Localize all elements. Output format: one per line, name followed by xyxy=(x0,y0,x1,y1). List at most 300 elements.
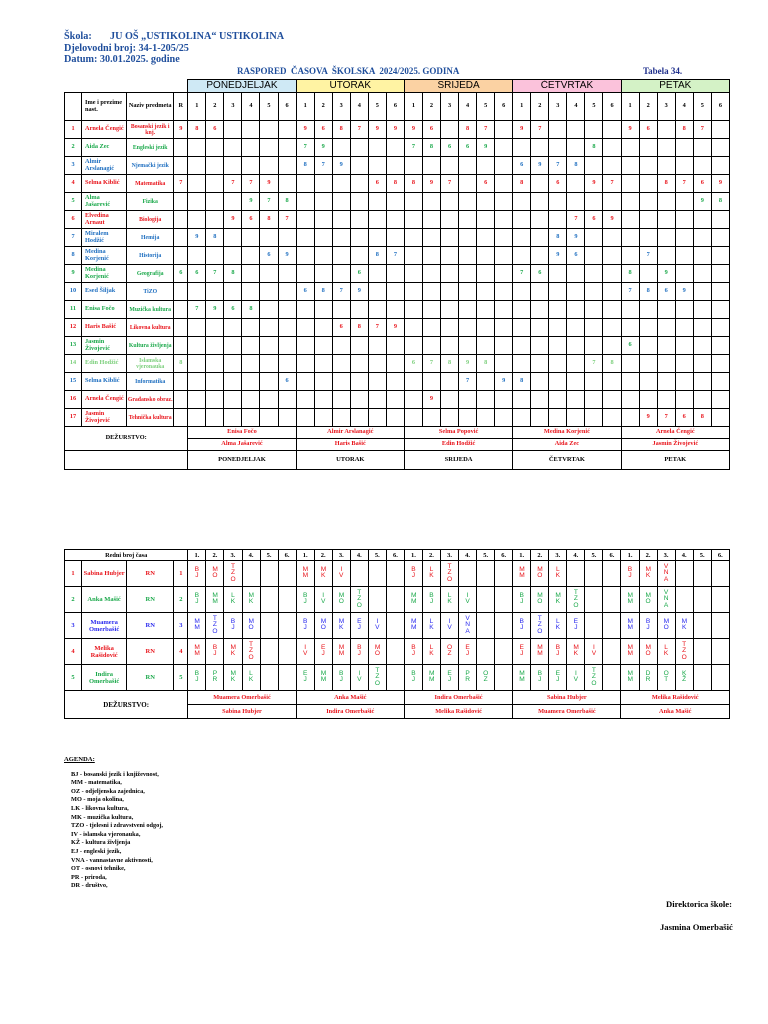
row-number: 2 xyxy=(65,587,82,613)
schedule-cell xyxy=(585,157,603,175)
schedule-cell: 9 xyxy=(639,409,657,427)
schedule-cell xyxy=(693,265,711,283)
subject-code: EJ xyxy=(321,644,326,658)
subject-code: TZO xyxy=(248,640,254,661)
schedule-cell xyxy=(603,373,621,391)
schedule-cell xyxy=(296,355,314,373)
schedule-cell xyxy=(477,193,495,211)
period-number: 1. xyxy=(404,550,422,561)
r-cell: 4 xyxy=(174,639,188,665)
r-cell: 8 xyxy=(174,355,188,373)
schedule-cell xyxy=(603,193,621,211)
schedule-cell xyxy=(206,319,224,337)
schedule-cell xyxy=(585,409,603,427)
schedule-cell xyxy=(531,301,549,319)
schedule-cell xyxy=(404,319,422,337)
schedule-cell xyxy=(621,319,639,337)
schedule-cell xyxy=(531,175,549,193)
period-number: 3. xyxy=(549,550,567,561)
schedule-cell: 6 xyxy=(675,409,693,427)
schedule-cell xyxy=(350,373,368,391)
schedule-cell: 6 xyxy=(422,121,440,139)
schedule-cell xyxy=(206,139,224,157)
subject-code: BJ xyxy=(302,592,308,606)
schedule-cell xyxy=(368,337,386,355)
schedule-cell xyxy=(441,373,459,391)
period-header: 1 xyxy=(404,93,422,121)
document-number: Djelovodni broj: 34-1-205/25 xyxy=(64,42,189,54)
duty-teacher: Alma Jašarević xyxy=(188,439,296,451)
schedule-cell: 9 xyxy=(332,157,350,175)
row-number: 13 xyxy=(65,337,82,355)
schedule-cell xyxy=(368,409,386,427)
subject-code: MM xyxy=(194,644,200,658)
schedule-cell: 8 xyxy=(422,139,440,157)
schedule-cell xyxy=(242,283,260,301)
subject-code: TZO xyxy=(447,562,453,583)
schedule-cell: 7 xyxy=(459,373,477,391)
schedule-cell xyxy=(711,409,729,427)
schedule-cell xyxy=(495,337,513,355)
schedule-cell xyxy=(422,337,440,355)
row-number: 1 xyxy=(65,121,82,139)
schedule-cell xyxy=(513,561,531,587)
subject-code: IV xyxy=(573,670,579,684)
schedule-cell xyxy=(350,139,368,157)
subject-code: VNA xyxy=(663,588,669,609)
schedule-cell xyxy=(206,613,224,639)
teacher-name: Aida Zec xyxy=(82,139,127,157)
period-number: 4. xyxy=(567,550,585,561)
subject-code: MK xyxy=(645,566,652,580)
schedule-cell xyxy=(513,613,531,639)
schedule-cell xyxy=(368,613,386,639)
schedule-cell xyxy=(693,613,711,639)
subject-code: MO xyxy=(338,592,345,606)
r-cell: 6 xyxy=(174,265,188,283)
schedule-cell xyxy=(693,283,711,301)
schedule-cell: 7 xyxy=(585,355,603,373)
schedule-cell xyxy=(459,229,477,247)
schedule-cell xyxy=(675,337,693,355)
duty-teacher: Arnela Čengić xyxy=(621,427,729,439)
schedule-cell xyxy=(657,373,675,391)
schedule-cell: 9 xyxy=(711,175,729,193)
schedule-cell xyxy=(567,613,585,639)
schedule-cell xyxy=(477,157,495,175)
schedule-cell xyxy=(639,355,657,373)
subject-name: Historija xyxy=(127,247,174,265)
schedule-cell xyxy=(224,121,242,139)
duty-teacher: Melika Rašidović xyxy=(404,705,512,719)
table-row xyxy=(65,139,730,157)
schedule-cell: 6 xyxy=(314,121,332,139)
schedule-cell xyxy=(386,337,404,355)
subject-code: OZ xyxy=(447,644,453,658)
schedule-cell xyxy=(603,319,621,337)
subject-code: BJ xyxy=(411,644,416,658)
schedule-cell xyxy=(188,409,206,427)
subject-name: Građansko obraz. xyxy=(127,391,174,409)
schedule-cell: 8 xyxy=(296,157,314,175)
subject-code: MO xyxy=(212,566,218,580)
schedule-cell xyxy=(477,265,495,283)
schedule-cell xyxy=(422,211,440,229)
day-footer-label: UTORAK xyxy=(296,451,404,470)
schedule-cell xyxy=(278,587,296,613)
schedule-cell xyxy=(675,613,693,639)
day-footer-label: ČETVRTAK xyxy=(513,451,621,470)
schedule-cell xyxy=(621,587,639,613)
schedule-cell xyxy=(242,247,260,265)
schedule-cell: 6 xyxy=(567,247,585,265)
schedule-cell xyxy=(477,373,495,391)
schedule-cell xyxy=(224,665,242,691)
schedule-cell xyxy=(459,265,477,283)
r-cell xyxy=(174,337,188,355)
schedule-cell: 6 xyxy=(296,283,314,301)
schedule-cell xyxy=(188,391,206,409)
schedule-cell xyxy=(350,391,368,409)
subject-code: BJ xyxy=(411,566,416,580)
schedule-cell xyxy=(585,283,603,301)
schedule-cell xyxy=(639,337,657,355)
table-row xyxy=(65,373,730,391)
schedule-cell xyxy=(404,247,422,265)
schedule-cell xyxy=(242,265,260,283)
schedule-cell xyxy=(459,391,477,409)
schedule-cell xyxy=(224,247,242,265)
period-number: 1. xyxy=(188,550,206,561)
period-header-row xyxy=(65,550,730,561)
schedule-cell xyxy=(386,639,404,665)
period-header: 5 xyxy=(693,93,711,121)
schedule-cell xyxy=(386,265,404,283)
class-teacher-schedule-table xyxy=(64,549,730,719)
schedule-cell xyxy=(332,211,350,229)
schedule-cell xyxy=(350,247,368,265)
subject-code: BJ xyxy=(645,618,651,632)
subject-code: MM xyxy=(194,618,200,632)
schedule-cell: 8 xyxy=(441,355,459,373)
schedule-cell xyxy=(513,211,531,229)
schedule-cell xyxy=(441,247,459,265)
schedule-cell xyxy=(404,337,422,355)
schedule-cell xyxy=(278,391,296,409)
schedule-cell xyxy=(639,373,657,391)
schedule-cell xyxy=(441,157,459,175)
duty-label: DEŽURSTVO: xyxy=(65,691,188,719)
subject-code: MM xyxy=(519,566,525,580)
subject-code: BJ xyxy=(230,618,236,632)
period-header: 5 xyxy=(585,93,603,121)
schedule-cell xyxy=(459,561,477,587)
period-number: 4. xyxy=(350,550,368,561)
day-mon: PONEDJELJAK xyxy=(188,80,296,93)
schedule-cell xyxy=(693,337,711,355)
schedule-cell xyxy=(278,355,296,373)
schedule-cell xyxy=(350,229,368,247)
teacher-name: Miralem Hodžić xyxy=(82,229,127,247)
schedule-cell xyxy=(278,337,296,355)
duty-teacher: Anka Mašić xyxy=(296,691,404,705)
duty-teacher: Indira Omerbašić xyxy=(404,691,512,705)
teacher-name: Muamera Omerbašić xyxy=(82,613,127,639)
subject-name: Tehnička kultura xyxy=(127,409,174,427)
schedule-cell: 8 xyxy=(621,265,639,283)
table-row xyxy=(65,587,730,613)
subject-code: TZO xyxy=(573,588,579,609)
schedule-cell xyxy=(386,157,404,175)
schedule-cell xyxy=(549,319,567,337)
schedule-cell xyxy=(296,319,314,337)
blank-cell xyxy=(65,80,188,93)
schedule-cell xyxy=(477,319,495,337)
schedule-cell xyxy=(477,391,495,409)
schedule-cell xyxy=(513,337,531,355)
duty-teacher: Jasmin Živojević xyxy=(621,439,729,451)
schedule-cell xyxy=(332,229,350,247)
schedule-cell xyxy=(585,561,603,587)
teacher-name: Indira Omerbašić xyxy=(82,665,127,691)
subject-code: LK xyxy=(447,592,452,606)
schedule-cell xyxy=(188,247,206,265)
schedule-cell xyxy=(657,639,675,665)
schedule-cell xyxy=(513,409,531,427)
schedule-cell xyxy=(224,157,242,175)
schedule-cell xyxy=(477,639,495,665)
schedule-cell: 9 xyxy=(206,301,224,319)
duty-teacher: Medina Korjenić xyxy=(513,427,621,439)
schedule-cell xyxy=(386,613,404,639)
period-number: 2. xyxy=(206,550,224,561)
schedule-cell xyxy=(206,355,224,373)
subject-name: Njemački jezik xyxy=(127,157,174,175)
schedule-cell xyxy=(260,587,278,613)
schedule-cell xyxy=(477,247,495,265)
schedule-cell: 6 xyxy=(332,319,350,337)
day-footer-label: PETAK xyxy=(621,451,729,470)
schedule-cell xyxy=(242,373,260,391)
schedule-cell xyxy=(224,337,242,355)
subject-code: BJ xyxy=(357,644,362,658)
subject-code: IV xyxy=(591,644,597,658)
r-cell: 9 xyxy=(174,121,188,139)
subject-name: Biologija xyxy=(127,211,174,229)
schedule-cell xyxy=(404,391,422,409)
subject-code: LK xyxy=(429,566,434,580)
schedule-cell xyxy=(567,283,585,301)
schedule-cell xyxy=(675,139,693,157)
schedule-cell xyxy=(260,613,278,639)
schedule-cell: 8 xyxy=(657,175,675,193)
teacher-name: Jasmin Živojević xyxy=(82,337,127,355)
table-row xyxy=(65,639,730,665)
schedule-cell: 7 xyxy=(549,157,567,175)
subject-code: MM xyxy=(410,592,417,606)
subject-code: MO xyxy=(248,618,255,632)
schedule-cell xyxy=(639,639,657,665)
schedule-cell xyxy=(260,283,278,301)
schedule-cell xyxy=(585,247,603,265)
schedule-cell xyxy=(531,561,549,587)
schedule-cell xyxy=(459,409,477,427)
subject-code: EJ xyxy=(447,670,452,684)
subject-code: MM xyxy=(627,618,633,632)
subject-name: Matematika xyxy=(127,175,174,193)
duty-teacher: Edin Hodžić xyxy=(404,439,512,451)
r-cell: 3 xyxy=(174,613,188,639)
subject-name: Informatika xyxy=(127,373,174,391)
agenda-item: OT - osnovi tehnike, xyxy=(71,865,126,873)
schedule-cell xyxy=(585,193,603,211)
schedule-cell xyxy=(314,301,332,319)
schedule-cell xyxy=(495,391,513,409)
schedule-cell xyxy=(386,561,404,587)
schedule-cell xyxy=(549,337,567,355)
schedule-cell xyxy=(513,639,531,665)
schedule-cell xyxy=(260,337,278,355)
schedule-cell: 7 xyxy=(513,265,531,283)
schedule-cell: 9 xyxy=(260,175,278,193)
agenda-item: DR - društvo, xyxy=(71,882,108,890)
schedule-cell xyxy=(567,355,585,373)
schedule-cell xyxy=(296,337,314,355)
schedule-cell xyxy=(495,561,513,587)
table-row xyxy=(65,301,730,319)
schedule-cell xyxy=(477,301,495,319)
schedule-cell xyxy=(459,665,477,691)
schedule-cell xyxy=(260,355,278,373)
subject-code: MK xyxy=(248,592,255,606)
schedule-cell xyxy=(621,157,639,175)
schedule-cell xyxy=(188,193,206,211)
schedule-cell xyxy=(422,193,440,211)
day-footer-row xyxy=(65,451,730,470)
schedule-cell: 7 xyxy=(441,175,459,193)
schedule-cell xyxy=(459,337,477,355)
schedule-cell xyxy=(350,211,368,229)
table-row xyxy=(65,265,730,283)
schedule-cell xyxy=(422,301,440,319)
schedule-cell xyxy=(531,587,549,613)
schedule-cell xyxy=(332,175,350,193)
schedule-cell: 8 xyxy=(404,175,422,193)
schedule-cell xyxy=(603,139,621,157)
schedule-cell xyxy=(711,139,729,157)
subject-name: Muzička kultura xyxy=(127,301,174,319)
subject-code: BJ xyxy=(519,618,524,632)
agenda-item: OZ - odjeljenska zajednica, xyxy=(71,787,145,795)
schedule-cell xyxy=(639,391,657,409)
schedule-cell: 8 xyxy=(260,211,278,229)
schedule-cell xyxy=(441,587,459,613)
schedule-cell: 7 xyxy=(350,121,368,139)
schedule-cell xyxy=(188,665,206,691)
row-number: 7 xyxy=(65,229,82,247)
schedule-cell xyxy=(711,561,729,587)
class-type: RN xyxy=(127,665,174,691)
period-number: 5. xyxy=(368,550,386,561)
schedule-cell xyxy=(513,391,531,409)
subject-name: Likovna kultura xyxy=(127,319,174,337)
schedule-cell xyxy=(368,265,386,283)
r-header: R xyxy=(174,93,188,121)
schedule-cell xyxy=(350,613,368,639)
schedule-cell xyxy=(675,247,693,265)
schedule-cell: 9 xyxy=(621,121,639,139)
subject-code: MM xyxy=(537,644,543,658)
schedule-cell xyxy=(477,587,495,613)
schedule-cell xyxy=(603,301,621,319)
subject-schedule-table xyxy=(64,79,730,470)
schedule-cell xyxy=(188,157,206,175)
schedule-cell xyxy=(513,283,531,301)
schedule-cell xyxy=(386,211,404,229)
period-number: 3. xyxy=(332,550,350,561)
row-number: 6 xyxy=(65,211,82,229)
schedule-cell: 9 xyxy=(657,265,675,283)
schedule-cell xyxy=(549,639,567,665)
schedule-cell: 7 xyxy=(639,247,657,265)
schedule-cell: 8 xyxy=(278,193,296,211)
schedule-cell xyxy=(675,301,693,319)
schedule-cell: 6 xyxy=(513,157,531,175)
day-tue: UTORAK xyxy=(296,80,404,93)
schedule-cell xyxy=(368,229,386,247)
schedule-cell xyxy=(459,175,477,193)
schedule-cell: 7 xyxy=(404,139,422,157)
schedule-cell xyxy=(675,665,693,691)
schedule-cell xyxy=(422,265,440,283)
agenda-list xyxy=(64,771,163,891)
schedule-cell xyxy=(314,355,332,373)
schedule-cell xyxy=(296,639,314,665)
subject-code: TZO xyxy=(591,666,597,687)
schedule-cell xyxy=(603,229,621,247)
agenda-item: KŽ - kultura življenja xyxy=(71,839,131,847)
subject-code: IV xyxy=(302,644,308,658)
subject-name: Fizika xyxy=(127,193,174,211)
schedule-cell xyxy=(278,613,296,639)
schedule-cell xyxy=(495,355,513,373)
period-header-label: Redni broj časa xyxy=(65,550,188,561)
period-number: 2. xyxy=(314,550,332,561)
teacher-name: Almir Arslanagić xyxy=(82,157,127,175)
schedule-cell xyxy=(495,193,513,211)
subject-code: BJ xyxy=(194,592,200,606)
table-row xyxy=(65,409,730,427)
schedule-cell xyxy=(296,175,314,193)
period-header: 1 xyxy=(296,93,314,121)
schedule-cell xyxy=(513,301,531,319)
schedule-cell xyxy=(404,211,422,229)
schedule-cell xyxy=(441,665,459,691)
schedule-cell xyxy=(495,665,513,691)
schedule-cell xyxy=(386,373,404,391)
schedule-cell xyxy=(386,283,404,301)
class-type: RN xyxy=(127,639,174,665)
schedule-cell xyxy=(711,265,729,283)
schedule-cell xyxy=(531,391,549,409)
row-number: 15 xyxy=(65,373,82,391)
subject-code: MK xyxy=(230,644,236,658)
subject-code: MO xyxy=(537,592,543,606)
schedule-cell xyxy=(585,391,603,409)
schedule-cell xyxy=(495,229,513,247)
schedule-cell xyxy=(621,211,639,229)
schedule-cell: 7 xyxy=(224,175,242,193)
